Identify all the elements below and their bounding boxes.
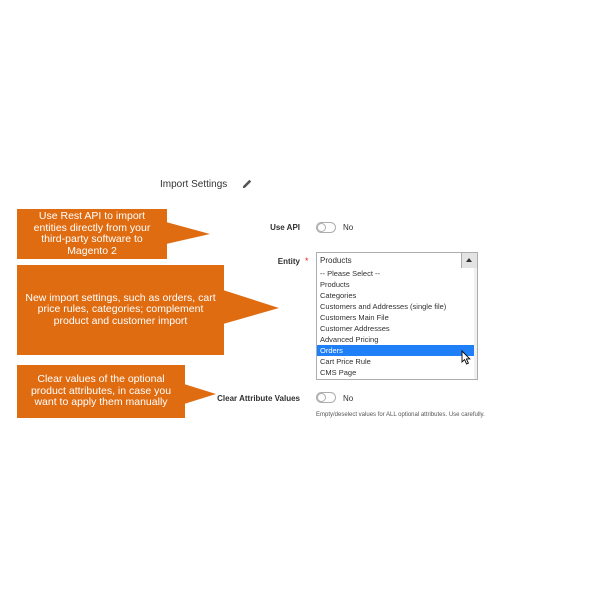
callout-text: Clear values of the optional product attributes, in case you want to apply them manually	[30, 373, 172, 409]
callout-pointer-arrow-icon	[223, 290, 281, 324]
callout-import-settings	[17, 265, 224, 355]
entity-select[interactable]	[316, 252, 478, 269]
clear-attribute-values-note: Empty/deselect values for ALL optional attributes. Use carefully.	[316, 412, 485, 418]
dropdown-option[interactable]: Products	[320, 280, 350, 289]
section-title: Import Settings	[160, 179, 228, 190]
select-arrow-button[interactable]	[461, 253, 477, 268]
pencil-icon[interactable]	[241, 178, 253, 190]
callout-pointer-arrow-icon	[166, 222, 212, 244]
dropdown-option[interactable]: Cart Price Rule	[320, 357, 371, 366]
dropdown-option[interactable]: Customers and Addresses (single file)	[320, 302, 447, 311]
dropdown-scrollbar[interactable]	[474, 268, 477, 380]
use-api-toggle[interactable]	[316, 222, 336, 233]
callout-text: Use Rest API to import entities directly from your third-party software to Magento 2	[33, 210, 151, 257]
entity-select-value: Products	[320, 256, 352, 265]
chevron-up-icon	[466, 258, 472, 262]
required-mark: *	[305, 256, 309, 266]
dropdown-option[interactable]: Categories	[320, 291, 357, 300]
toggle-knob	[317, 223, 326, 232]
callout-text: New import settings, such as orders, cart price rules, categories; complement product and customer import	[25, 291, 216, 327]
dropdown-option[interactable]: Advanced Pricing	[320, 335, 379, 344]
dropdown-option[interactable]: CMS Page	[320, 368, 357, 377]
callout-use-api	[17, 209, 167, 259]
dropdown-option[interactable]: Customers Main File	[320, 313, 389, 322]
clear-attribute-values-value: No	[343, 394, 354, 403]
dropdown-option[interactable]: -- Please Select --	[320, 269, 381, 278]
callout-pointer-arrow-icon	[184, 384, 218, 404]
use-api-label: Use API	[270, 223, 300, 232]
clear-attribute-values-toggle[interactable]	[316, 392, 336, 403]
use-api-value: No	[343, 223, 354, 232]
entity-label: Entity	[277, 257, 300, 266]
dropdown-option[interactable]: Customer Addresses	[320, 324, 390, 333]
callout-clear-values	[17, 365, 185, 418]
clear-attribute-values-label: Clear Attribute Values	[217, 394, 300, 403]
mouse-cursor-icon	[461, 350, 471, 365]
toggle-knob	[317, 393, 326, 402]
entity-dropdown[interactable]	[316, 268, 478, 380]
dropdown-option-highlighted[interactable]: Orders	[317, 345, 477, 356]
